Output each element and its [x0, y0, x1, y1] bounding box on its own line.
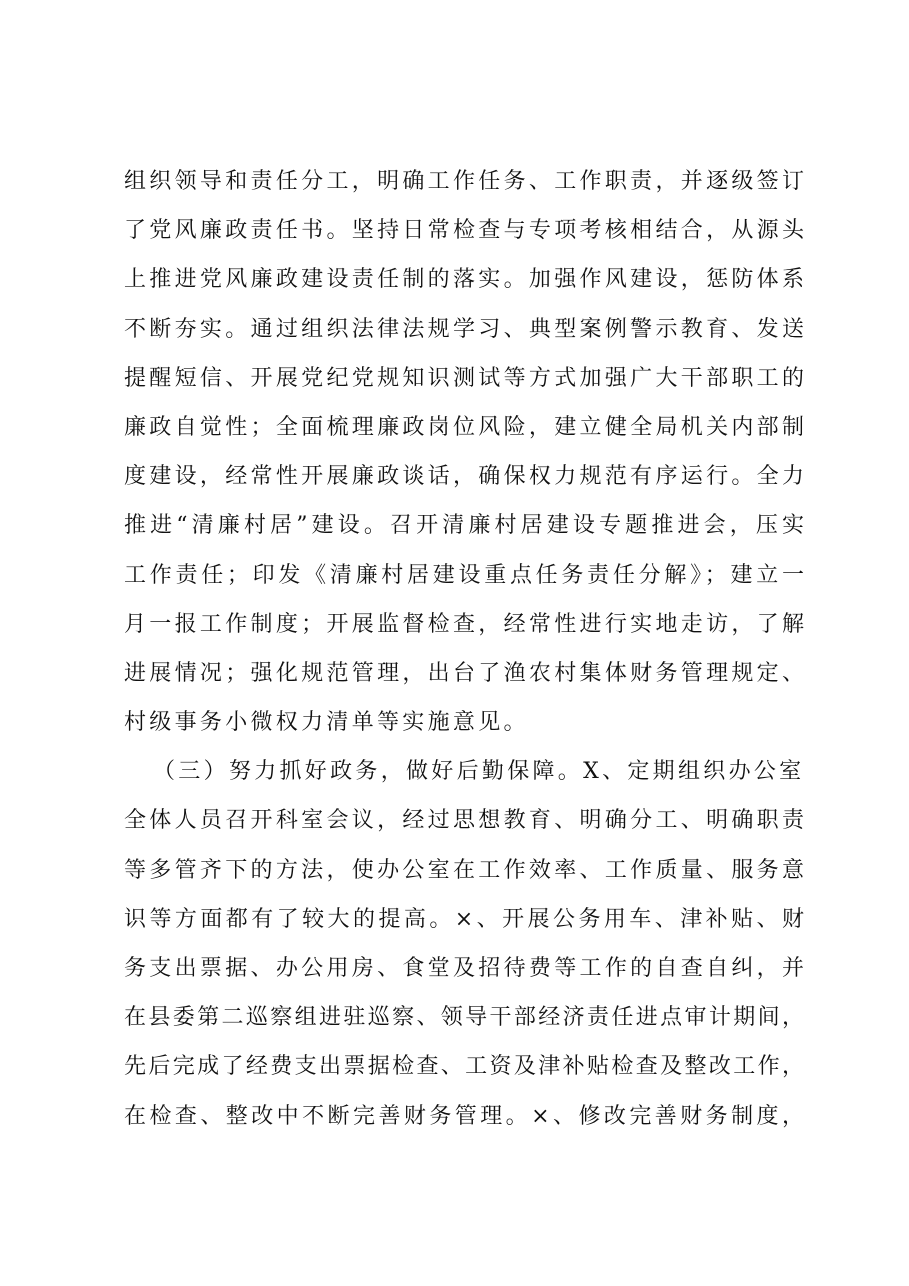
text-line: 廉政自觉性；全面梳理廉政岗位风险，建立健全局机关内部制	[124, 414, 804, 440]
text-line: 务支出票据、办公用房、食堂及招待费等工作的自查自纠，并	[124, 956, 804, 981]
text-line: 推进“清廉村居”建设。召开清廉村居建设专题推进会，压实	[124, 513, 804, 539]
text-line: 组织领导和责任分工，明确工作任务、工作职责，并逐级签订	[124, 169, 804, 194]
text-line: 村级事务小微权力清单等实施意见。	[124, 710, 529, 736]
text-line: 工作责任；印发《清廉村居建设重点任务责任分解》；建立一	[124, 562, 804, 588]
text-line: 识等方面都有了较大的提高。×、开展公务用车、津补贴、财	[124, 906, 804, 932]
text-line: 全体人员召开科室会议，经过思想教育、明确分工、明确职责	[124, 808, 804, 834]
text-line: 上推进党风廉政建设责任制的落实。加强作风建设，惩防体系	[124, 267, 804, 293]
text-line: 进展情况；强化规范管理，出台了渔农村集体财务管理规定、	[124, 660, 804, 686]
text-line: 月一报工作制度；开展监督检查，经常性进行实地走访，了解	[124, 611, 804, 637]
paragraph-2	[124, 747, 804, 1141]
text-line: （三）努力抓好政务，做好后勤保障。X、定期组织办公室	[153, 759, 805, 785]
text-line: 先后完成了经费支出票据检查、工资及津补贴检查及整改工作，	[124, 1054, 804, 1080]
text-line: 度建设，经常性开展廉政谈话，确保权力规范有序运行。全力	[124, 464, 804, 490]
text-line: 了党风廉政责任书。坚持日常检查与专项考核相结合，从源头	[124, 218, 804, 244]
document-body	[124, 157, 804, 1141]
text-line: 在检查、整改中不断完善财务管理。×、修改完善财务制度，	[124, 1103, 804, 1129]
paragraph-1	[124, 157, 804, 747]
text-line: 不断夯实。通过组织法律法规学习、典型案例警示教育、发送	[124, 316, 804, 342]
text-line: 在县委第二巡察组进驻巡察、领导干部经济责任进点审计期间，	[124, 1005, 804, 1031]
text-line: 等多管齐下的方法，使办公室在工作效率、工作质量、服务意	[124, 857, 804, 883]
text-line: 提醒短信、开展党纪党规知识测试等方式加强广大干部职工的	[124, 365, 804, 391]
